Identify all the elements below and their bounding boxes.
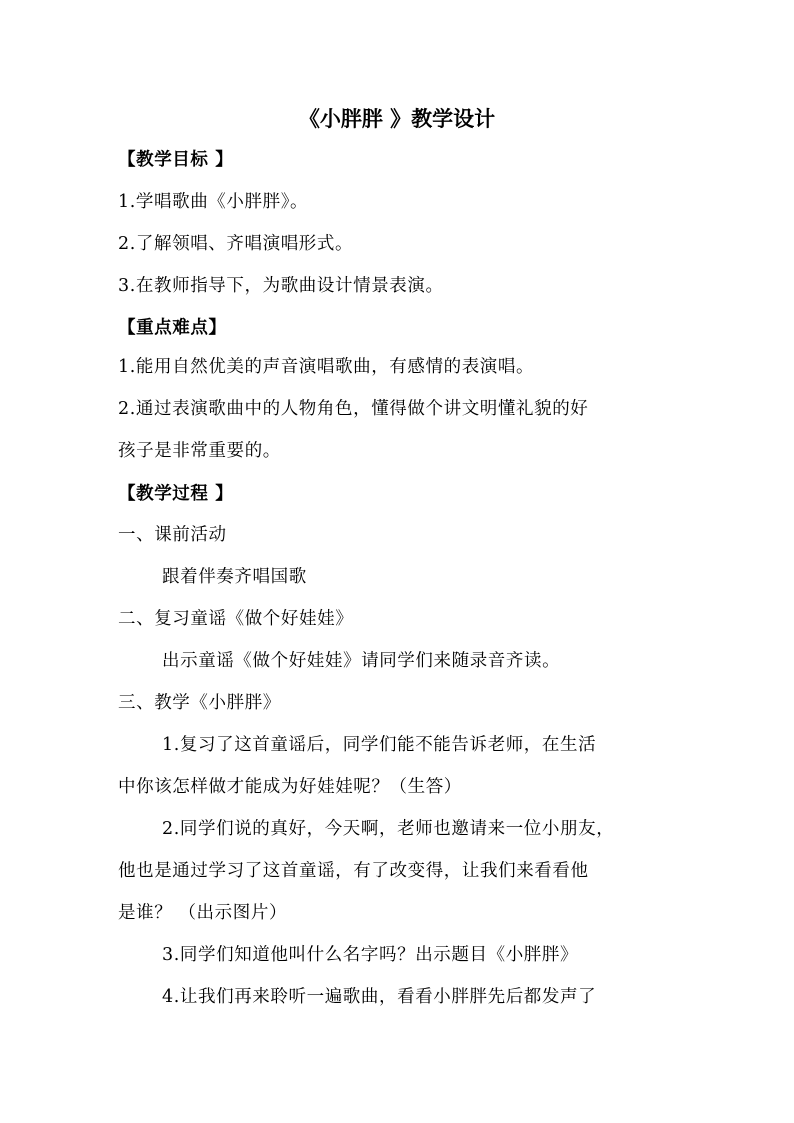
objective-item: 1.学唱歌曲《小胖胖》。 (118, 192, 309, 212)
process-section-2: 二、复习童谣《做个好娃娃》 (118, 609, 354, 629)
key-point-item: 1.能用自然优美的声音演唱歌曲，有感情的表演唱。 (118, 357, 535, 377)
process-step-continuation: 中你该怎样做才能成为好娃娃呢？（生答） (118, 777, 462, 797)
process-step: 1.复习了这首童谣后，同学们能不能告诉老师，在生活 (162, 735, 597, 755)
document-title: 《小胖胖 》教学设计 (298, 106, 496, 131)
objectives-heading: 【教学目标 】 (118, 150, 234, 170)
process-section-1: 一、课前活动 (118, 525, 227, 545)
process-section-3: 三、教学《小胖胖》 (118, 693, 281, 713)
process-step: 跟着伴奏齐唱国歌 (162, 567, 307, 587)
key-point-continuation: 孩子是非常重要的。 (118, 441, 281, 461)
key-points-heading: 【重点难点】 (118, 318, 227, 338)
process-step: 2.同学们说的真好，今天啊，老师也邀请来一位小朋友， (162, 819, 615, 839)
process-step: 出示童谣《做个好娃娃》请同学们来随录音齐读。 (162, 651, 561, 671)
process-step: 4.让我们再来聆听一遍歌曲，看看小胖胖先后都发声了 (162, 987, 597, 1007)
key-point-item: 2.通过表演歌曲中的人物角色，懂得做个讲文明懂礼貌的好 (118, 399, 589, 419)
process-heading: 【教学过程 】 (118, 484, 234, 504)
process-step-continuation: 是谁？ （出示图片） (118, 903, 288, 923)
objective-item: 2.了解领唱、齐唱演唱形式。 (118, 234, 354, 254)
objective-item: 3.在教师指导下，为歌曲设计情景表演。 (118, 276, 444, 296)
process-step-continuation: 他也是通过学习了这首童谣，有了改变得，让我们来看看他 (118, 861, 589, 881)
process-step: 3.同学们知道他叫什么名字吗？出示题目《小胖胖》 (162, 945, 579, 965)
